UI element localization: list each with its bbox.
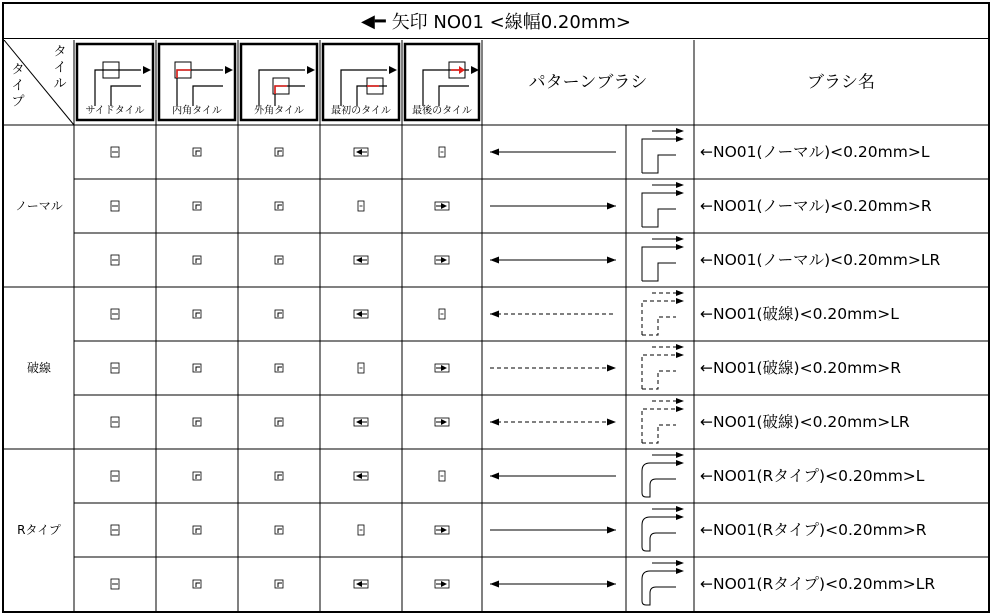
mini-corner [196,259,200,263]
tile-glyph-corner-icon [193,310,201,318]
mini-box [193,364,201,372]
header-tile-3 [241,44,317,120]
tile-glyph-side-icon [111,579,119,589]
mini-arrow [356,257,362,263]
tile-glyph-end-icon [435,526,449,534]
table-row [111,560,935,605]
mini-box [193,580,201,588]
tile-glyph-end-icon [354,310,368,318]
mini-box [275,256,283,264]
arrowhead-icon [607,257,616,264]
arrowhead-icon [676,568,684,574]
mini-corner [196,529,200,533]
tile-glyph-corner-icon [275,418,283,426]
tile-glyph-corner-icon [275,202,283,210]
table-row [111,344,901,389]
corner-inner-outline [642,263,676,281]
tile-glyph-end-icon [354,472,368,480]
mini-box [193,310,201,318]
mini-box [275,364,283,372]
tile-glyph-corner-icon [193,364,201,372]
mini-arrow [441,419,447,425]
tile-column-label: 最初のタイル [331,105,391,117]
table-row [111,452,925,497]
mini-corner [278,205,282,209]
mini-corner [196,313,200,317]
tile-glyph-corner-icon [275,364,283,372]
tile-glyph-end-icon [354,148,368,156]
tile-glyph-end-icon [435,202,449,210]
header-tile-1 [77,44,153,120]
mini-arrow [356,149,362,155]
corner-tile-char: ル [53,76,67,92]
mini-corner [196,367,200,371]
title-text: 矢印 NO01 <線幅0.20mm> [391,12,631,33]
tile-glyph-corner-icon [193,256,201,264]
mini-corner [278,421,282,425]
arrowhead-icon [676,236,684,242]
mini-box [275,526,283,534]
corner-type-char: イ [11,78,25,94]
mini-arrow [356,473,362,479]
arrowhead-icon [676,514,684,520]
mini-corner [196,583,200,587]
mini-box [193,418,201,426]
arrowhead-icon [676,190,684,196]
corner-outline [642,409,676,443]
arrowhead-icon [676,506,684,512]
arrowhead-icon [607,581,616,588]
brush-name: ←NO01(破線)<0.20mm>L [700,305,899,323]
arrowhead-icon [490,473,499,480]
tile-glyph-side-icon [111,255,119,265]
tile-glyph-plain-icon [439,309,445,319]
mini-corner [196,475,200,479]
tile-glyph-corner-icon [193,472,201,480]
brush-name: ←NO01(破線)<0.20mm>LR [700,413,910,431]
corner-tile-char: タ [53,44,67,60]
type-label-rounded: Rタイプ [17,523,61,537]
header-tile-5 [405,44,479,120]
arrowhead-icon [676,128,684,134]
corner-inner-outline [642,425,676,443]
arrowhead-icon [676,352,684,358]
arrowhead-icon [490,257,499,264]
tile-glyph-end-icon [435,580,449,588]
table-row [111,398,910,443]
tile-glyph-plain-icon [358,201,364,211]
mini-corner [196,421,200,425]
mini-corner [278,475,282,479]
mini-arrow [441,257,447,263]
arrowhead-icon [676,344,684,350]
tile-glyph-end-icon [354,418,368,426]
mini-box [275,202,283,210]
mini-corner [196,205,200,209]
tile-glyph-side-icon [111,363,119,373]
brush-name: ←NO01(ノーマル)<0.20mm>LR [700,251,941,269]
arrowhead-icon [607,419,616,426]
page-title [4,4,988,39]
mini-box [275,580,283,588]
table-row [111,290,899,335]
tile-glyph-side-icon [111,525,119,535]
brush-name: ←NO01(Rタイプ)<0.20mm>LR [700,575,936,593]
tile-glyph-corner-icon [193,580,201,588]
tile-glyph-corner-icon [193,526,201,534]
mini-box [275,310,283,318]
brush-name: ←NO01(Rタイプ)<0.20mm>L [700,467,925,485]
corner-outline [642,301,676,335]
tile-glyph-corner-icon [275,256,283,264]
tile-column-label: 最後のタイル [412,105,472,117]
tile-glyph-end-icon [354,256,368,264]
mini-arrow [356,311,362,317]
tile-glyph-corner-icon [193,202,201,210]
header-tile-4 [323,44,399,120]
tile-glyph-corner-icon [275,526,283,534]
tile-glyph-corner-icon [275,310,283,318]
header-tile-2 [159,44,235,120]
mini-box [193,526,201,534]
tile-glyph-plain-icon [358,363,364,373]
mini-corner [196,151,200,155]
brush-name: ←NO01(破線)<0.20mm>R [700,359,902,377]
arrowhead-icon [676,398,684,404]
tile-glyph-end-icon [354,580,368,588]
tile-glyph-corner-icon [275,148,283,156]
mini-box [193,148,201,156]
brush-name: ←NO01(ノーマル)<0.20mm>L [700,143,930,161]
mini-box [193,256,201,264]
corner-outline [642,247,676,281]
arrowhead-icon [676,136,684,142]
arrowhead-icon [490,149,499,156]
table-frame [2,2,990,613]
corner-outline [642,517,676,551]
mini-box [275,418,283,426]
arrowhead-icon [607,527,616,534]
mini-corner [278,151,282,155]
mini-corner [278,259,282,263]
arrowhead-icon [490,419,499,426]
tile-glyph-side-icon [111,471,119,481]
tile-glyph-end-icon [435,364,449,372]
tile-glyph-corner-icon [193,418,201,426]
tile-glyph-plain-icon [439,147,445,157]
table-row [111,128,930,173]
mini-corner [278,583,282,587]
arrowhead-icon [490,311,499,318]
tile-glyph-side-icon [111,417,119,427]
arrowhead-icon [607,203,616,210]
tile-column-label: サイドタイル [85,105,145,117]
brush-table [4,40,988,611]
arrowhead-icon [676,406,684,412]
mini-box [275,472,283,480]
corner-tile-char: イ [53,60,67,76]
tile-glyph-plain-icon [439,471,445,481]
tile-glyph-end-icon [435,418,449,426]
mini-arrow [441,527,447,533]
mini-corner [278,529,282,533]
corner-type-char: プ [11,94,25,110]
mini-arrow [356,419,362,425]
arrowhead-icon [676,298,684,304]
arrowhead-icon [490,581,499,588]
tile-column-label: 内角タイル [172,105,222,117]
pattern-brush-header: パターンブラシ [528,72,648,93]
brush-name-header: ブラシ名 [807,72,875,93]
title-arrow-icon: ◀━ [361,10,386,32]
tile-glyph-end-icon [435,256,449,264]
mini-corner [278,367,282,371]
arrowhead-icon [676,290,684,296]
corner-outline [642,463,676,497]
table-row [111,506,927,551]
corner-inner-outline [642,209,676,227]
corner-inner-outline [642,155,676,173]
mini-box [275,148,283,156]
tile-glyph-corner-icon [193,148,201,156]
tile-glyph-plain-icon [358,525,364,535]
type-label-solid: ノーマル [15,199,63,213]
arrowhead-icon [607,365,616,372]
corner-inner-outline [642,317,676,335]
arrowhead-icon [676,244,684,250]
mini-corner [278,313,282,317]
corner-outline [642,571,676,605]
mini-box [193,202,201,210]
arrowhead-icon [676,182,684,188]
tile-glyph-side-icon [111,309,119,319]
mini-arrow [441,581,447,587]
type-label-dashed: 破線 [26,361,52,375]
tile-glyph-corner-icon [275,472,283,480]
tile-glyph-side-icon [111,147,119,157]
mini-box [193,472,201,480]
tile-glyph-corner-icon [275,580,283,588]
table-row [111,182,932,227]
brush-name: ←NO01(Rタイプ)<0.20mm>R [700,521,927,539]
mini-arrow [441,203,447,209]
tile-column-label: 外角タイル [254,105,304,117]
mini-arrow [441,365,447,371]
corner-type-char: タ [11,62,25,78]
table-row [111,236,940,281]
arrowhead-icon [676,452,684,458]
arrowhead-icon [676,460,684,466]
tile-glyph-side-icon [111,201,119,211]
corner-outline [642,355,676,389]
mini-arrow [356,581,362,587]
corner-outline [642,139,676,173]
arrowhead-icon [676,560,684,566]
brush-name: ←NO01(ノーマル)<0.20mm>R [700,197,932,215]
corner-outline [642,193,676,227]
corner-inner-outline [642,371,676,389]
